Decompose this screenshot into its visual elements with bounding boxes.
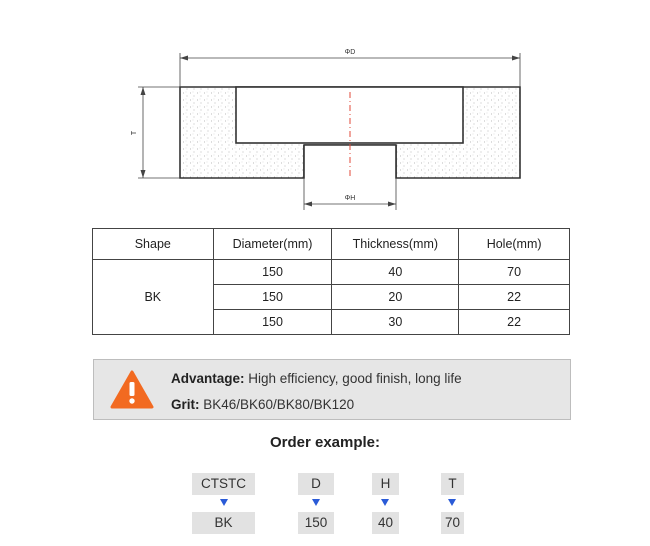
table-row — [93, 260, 570, 285]
header-shape: Shape — [93, 229, 214, 260]
thickness-cell: 40 — [332, 260, 459, 285]
advantage-line — [171, 371, 462, 386]
advantage-label: Advantage: — [171, 371, 245, 386]
arrow-down-icon — [312, 499, 320, 506]
diameter-cell: 150 — [213, 260, 332, 285]
hole-cell: 22 — [459, 285, 570, 310]
value-diameter: 150 — [298, 512, 334, 534]
hole-cell: 22 — [459, 310, 570, 335]
info-box — [93, 359, 571, 420]
arrow-down-icon — [381, 499, 389, 506]
code-h: H — [372, 473, 399, 495]
table-header-row — [93, 229, 570, 260]
arrow-down-icon — [448, 499, 456, 506]
wheel-drawing — [0, 0, 650, 220]
header-hole: Hole(mm) — [459, 229, 570, 260]
code-d: D — [298, 473, 334, 495]
arrow-down-icon — [220, 499, 228, 506]
thickness-cell: 30 — [332, 310, 459, 335]
header-thickness: Thickness(mm) — [332, 229, 459, 260]
grit-line — [171, 397, 354, 412]
thickness-cell: 20 — [332, 285, 459, 310]
diameter-cell: 150 — [213, 285, 332, 310]
code-t: T — [441, 473, 464, 495]
outer-diameter-label: ΦD — [344, 49, 356, 56]
hole-cell: 70 — [459, 260, 570, 285]
hole-diameter-label: ΦH — [344, 195, 356, 202]
value-hole: 40 — [372, 512, 399, 534]
code-ctstc: CTSTC — [192, 473, 255, 495]
thickness-label: T — [131, 130, 138, 136]
value-bk: BK — [192, 512, 255, 534]
order-example-title: Order example: — [269, 434, 381, 451]
grit-label: Grit: — [171, 397, 200, 412]
header-diameter: Diameter(mm) — [213, 229, 332, 260]
diameter-cell: 150 — [213, 310, 332, 335]
grit-text: BK46/BK60/BK80/BK120 — [199, 397, 355, 412]
warning-triangle-icon — [110, 370, 154, 410]
value-thickness: 70 — [441, 512, 464, 534]
spec-table — [92, 228, 570, 335]
shape-value: BK — [93, 260, 214, 335]
advantage-text: High efficiency, good finish, long life — [244, 371, 462, 386]
